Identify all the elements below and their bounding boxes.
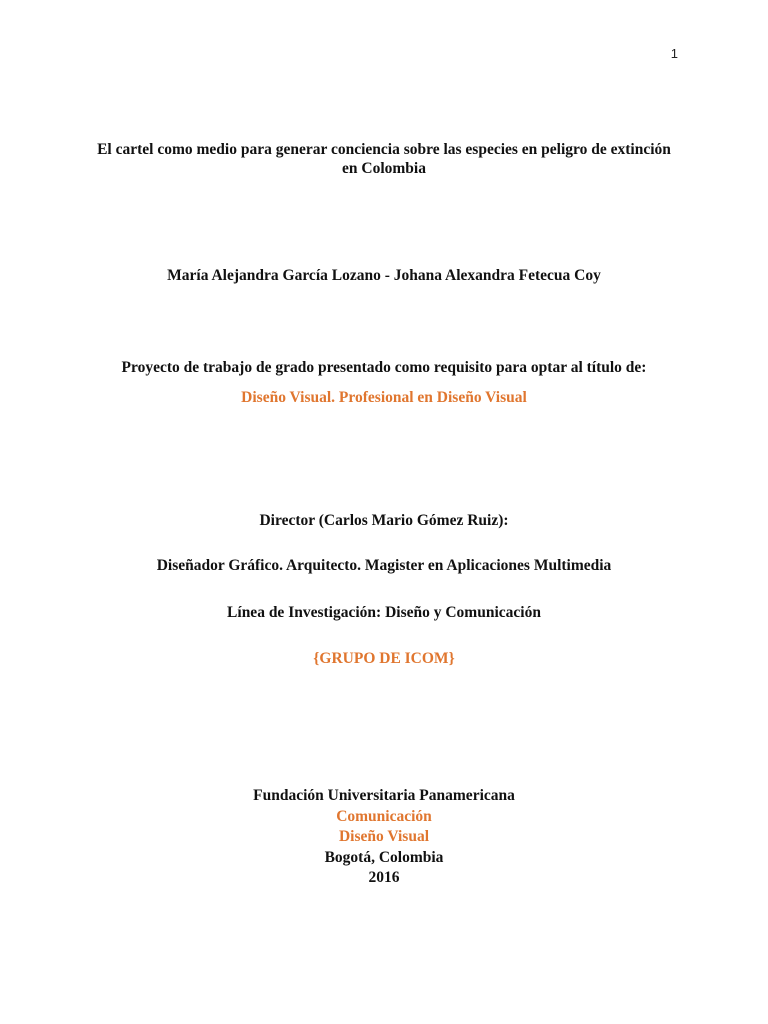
research-line: Línea de Investigación: Diseño y Comunicación bbox=[227, 604, 541, 621]
authors: María Alejandra García Lozano - Johana Alexandra Fetecua Coy bbox=[167, 267, 601, 284]
institution-name: Fundación Universitaria Panamericana bbox=[253, 787, 515, 804]
institution-block bbox=[0, 786, 768, 889]
program-name: Diseño Visual bbox=[338, 828, 429, 845]
degree-title: Diseño Visual. Profesional en Diseño Visual bbox=[241, 389, 527, 406]
document-title: El cartel como medio para generar conciencia sobre las especies en peligro de extinción en Colombia bbox=[97, 141, 671, 177]
research-group: {GRUPO DE ICOM} bbox=[313, 650, 455, 667]
city: Bogotá, Colombia bbox=[324, 848, 444, 866]
director-credentials: Diseñador Gráfico. Arquitecto. Magister en Aplicaciones Multimedia bbox=[156, 557, 612, 574]
faculty-name: Comunicación bbox=[336, 807, 432, 825]
project-statement: Proyecto de trabajo de grado presentado como requisito para optar al título de: bbox=[121, 359, 647, 376]
page-number: 1 bbox=[670, 46, 678, 61]
director-label: Director (Carlos Mario Gómez Ruiz): bbox=[259, 512, 509, 529]
year: 2016 bbox=[368, 869, 400, 886]
